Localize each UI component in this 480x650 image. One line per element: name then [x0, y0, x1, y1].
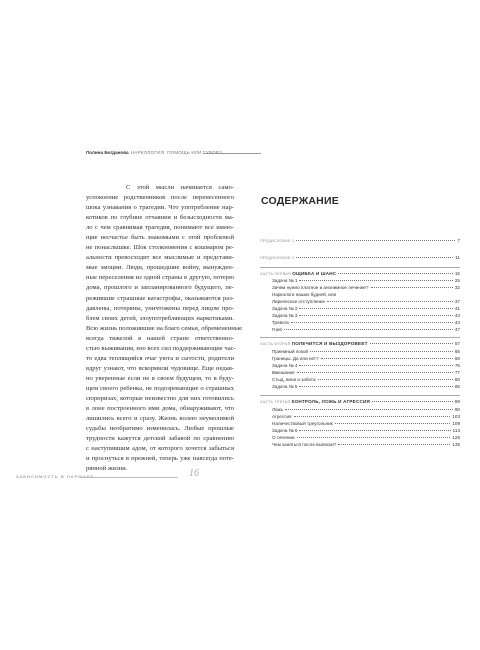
text-line: и проснуться в прежней, теперь уже навсегда поте- — [86, 455, 234, 463]
toc-entry-page: 109 — [452, 421, 460, 426]
toc-leader — [297, 372, 453, 373]
toc-entry-label: Задача № 3 — [272, 313, 298, 318]
toc-entry[interactable] — [260, 428, 460, 435]
text-line: рянной жизни. — [86, 465, 128, 473]
text-line: С этой мысли начинается само- — [126, 184, 234, 191]
toc-entry[interactable] — [260, 356, 460, 363]
toc-part-heading[interactable] — [260, 271, 460, 278]
toc-entry-label: Зачем нужно платное и анонимное лечение? — [272, 285, 369, 290]
toc-separator — [260, 337, 460, 338]
toc-leader — [291, 322, 453, 323]
text-line: лишились всего и сразу. Жизнь волею неумолимой — [86, 415, 234, 423]
toc-entry[interactable] — [260, 320, 460, 327]
toc-leader — [299, 430, 450, 431]
toc-entry[interactable] — [260, 238, 460, 245]
text-line: с наступившим адом, от которого хочется забыться — [86, 445, 234, 453]
toc-entry-page: 25 — [454, 278, 460, 283]
toc-entry-label: О лечении — [272, 435, 295, 440]
toc-part-heading[interactable] — [260, 341, 460, 348]
toc-entry-label: Наличествовый треугольник — [272, 421, 333, 426]
text-line: не понаслышке. Шок столкновения с кошмаром ре- — [86, 244, 234, 252]
body-text — [86, 183, 243, 474]
toc-entry-label: Границы. Да или нет? — [272, 356, 319, 361]
text-line: ло с чем сравнимая трагедия, понимают все имею- — [86, 224, 234, 232]
text-line: щем своего ребенка, не подозревающие о страшных — [86, 384, 234, 392]
toc-leader — [327, 301, 453, 302]
toc-leader — [294, 416, 451, 417]
toc-entry-page: 15 — [454, 271, 460, 276]
text-line: мые эмоции. Люди, прошедшие войну, вынужден- — [86, 264, 234, 272]
toc-leader — [335, 423, 451, 424]
toc-entry-page: 65 — [454, 349, 460, 354]
toc-entry-page: 66 — [454, 356, 460, 361]
toc-entry[interactable] — [260, 306, 460, 313]
text-line: сюрпризах, которые неизвестно для них готовились — [86, 394, 234, 402]
toc-leader — [299, 365, 452, 366]
toc-entry[interactable] — [260, 292, 460, 299]
text-line: успокоение родственников после перенесенного — [86, 194, 234, 202]
toc-entry[interactable] — [260, 421, 460, 428]
toc-entry-page: 44 — [454, 320, 460, 325]
toc-entry-page: 47 — [454, 327, 460, 332]
toc-separator — [260, 267, 460, 268]
toc-entry[interactable] — [260, 278, 460, 285]
text-line: стью выживания, изо всех сил поддерживающие час- — [86, 344, 236, 352]
toc-entry[interactable] — [260, 327, 460, 334]
toc-entry-label: Задача № 1 — [272, 278, 298, 283]
text-line: но уверенные если не в своем будущем, то в буду- — [86, 374, 234, 382]
text-line: Всю жизнь положившие на благо семьи, обремененные — [86, 324, 243, 332]
toc-entry-label: Задача № 5 — [272, 384, 298, 389]
toc-entry-label: Гнев — [272, 327, 282, 332]
toc-entry-label: Приемный покой — [272, 349, 309, 354]
toc-leader — [338, 444, 450, 445]
toc-entry-page: 57 — [454, 341, 460, 346]
toc-entry-label: Задача № 6 — [272, 428, 298, 433]
text-line: шока узнавания о трагедии. Что употребление нар- — [86, 204, 234, 212]
footer-title: ЗАВИСИМОСТЬ В ПАРМАНЕ — [16, 474, 95, 479]
toc-entry[interactable] — [260, 377, 460, 384]
text-line: судьбы необратимо изменилась. Любые прошлые — [86, 425, 234, 433]
toc-separator — [260, 395, 460, 396]
text-line: то едва теплящийся очаг уюта и сытости, родители — [86, 354, 234, 362]
toc-entry-page: 7 — [457, 238, 460, 243]
toc-leader — [299, 308, 452, 309]
toc-entry[interactable] — [260, 435, 460, 442]
toc-entry[interactable] — [260, 363, 460, 370]
toc-entry-label: Наркологи наших будней, или — [272, 292, 337, 297]
toc-entry-label: Вмешание — [272, 370, 295, 375]
text-line: давлены, потеряны, уничтожены перед лицом про- — [86, 304, 234, 312]
toc-entry[interactable] — [260, 407, 460, 414]
toc-entry-label: Лирическое отступление — [272, 299, 326, 304]
toc-leader — [299, 315, 452, 316]
toc-part-title: ОЩИБКА И ШАНС — [292, 271, 337, 276]
toc-entry-page: 103 — [452, 414, 460, 419]
toc-entry[interactable] — [260, 255, 460, 262]
toc-leader — [318, 379, 453, 380]
toc-part-title: КОНТРОЛЬ, ЛОЖЬ И АГРЕССИЯ — [291, 399, 370, 404]
toc-entry-page: 37 — [454, 299, 460, 304]
right-page — [240, 0, 480, 650]
toc-leader — [296, 257, 453, 258]
running-head — [86, 150, 236, 155]
toc-leader — [296, 240, 455, 241]
running-head-title: НАРКОЛОГИЯ: ПОМОЩЬ ИЛИ ГУБОВ? — [130, 150, 222, 155]
toc-entry-label: Ложь — [272, 407, 283, 412]
toc-entry-label: Агрессия — [272, 414, 292, 419]
toc-leader — [338, 273, 453, 274]
toc-entry-page: 85 — [454, 384, 460, 389]
text-line: блем своих детей, злоупотребляющих наркотиками. — [86, 314, 234, 322]
toc-entry-page: 135 — [452, 442, 460, 447]
toc-entry-page: 77 — [454, 370, 460, 375]
text-line: дома, прошлого и запланированного будущего, пе- — [86, 284, 234, 292]
footer-rule — [80, 477, 178, 478]
toc-heading: СОДЕРЖАНИЕ — [261, 195, 339, 207]
text-line: вдруг узнают, что вскормили чудовище. Еще недав- — [86, 364, 234, 372]
text-line: альности превосходит все мыслимые и представи- — [86, 254, 234, 262]
toc-part-title: ПОЛЕЧИТСЯ И ВЫЗДОРОВЕЕТ — [291, 341, 368, 346]
text-line: трудности кажутся детской забавой по сравнению — [86, 435, 234, 443]
toc-part-prefix: ЧАСТЬ ВТОРАЯ — [260, 342, 291, 346]
toc-entry-page: 41 — [454, 306, 460, 311]
text-line: ные переселения из одной страны в другую, потерю — [86, 274, 234, 282]
toc-part-prefix: ЧАСТЬ ТРЕТЬЯ — [260, 400, 291, 404]
toc-part-prefix: ЧАСТЬ ПЕРВАЯ — [260, 272, 291, 276]
toc-entry-label: Чем заняться после выписки? — [272, 442, 337, 447]
toc-entry[interactable] — [260, 313, 460, 320]
toc-entry-label: Задача № 2 — [272, 306, 298, 311]
toc-leader — [371, 287, 453, 288]
text-line: режившие страшные катастрофы, оказываются раз- — [86, 294, 234, 302]
toc-entry-label: Стыд, вина и забота — [272, 377, 316, 382]
toc-entry-page: 113 — [452, 428, 460, 433]
toc-entry[interactable] — [260, 414, 460, 421]
toc-leader — [285, 409, 453, 410]
toc-entry[interactable] — [260, 285, 460, 292]
toc-leader — [370, 343, 453, 344]
toc-entry[interactable] — [260, 299, 460, 306]
toc-leader — [310, 351, 453, 352]
toc-entry-page: 90 — [454, 407, 460, 412]
toc-entry[interactable] — [260, 442, 460, 449]
toc-entry[interactable] — [260, 384, 460, 391]
text-line: в лоне построенного ими дома, обнаруживают, что — [86, 405, 234, 413]
toc-part-heading[interactable] — [260, 399, 460, 406]
toc-entry-page: 89 — [454, 399, 460, 404]
toc-leader — [299, 386, 452, 387]
text-line: всегда тяжелой в нашей стране ответственно- — [86, 334, 234, 342]
toc-entry[interactable] — [260, 370, 460, 377]
page-number: 16 — [189, 468, 199, 479]
toc-entry-page: 32 — [454, 285, 460, 290]
running-head-author: Полина Богданова — [86, 150, 129, 155]
toc-leader — [297, 437, 451, 438]
toc-leader — [321, 358, 453, 359]
toc-entry-page: 125 — [452, 435, 460, 440]
toc-entry-page: 11 — [455, 255, 460, 260]
toc-entry-label: ПРЕДИСЛОВИЕ 2 — [260, 256, 295, 260]
toc-entry[interactable] — [260, 349, 460, 356]
toc-entry-label: Тревога — [272, 320, 289, 325]
toc-leader — [299, 280, 452, 281]
toc-entry-label: ПРЕДИСЛОВИЕ 1 — [260, 239, 295, 243]
toc-entry-page: 80 — [454, 377, 460, 382]
toc-leader — [372, 401, 453, 402]
toc-entry-page: 43 — [454, 313, 460, 318]
text-line: щие несчастье быть знакомыми с этой проблемой — [86, 234, 234, 242]
toc-entry-page: 75 — [454, 363, 460, 368]
toc-entry-label: Задача № 4 — [272, 363, 298, 368]
toc-leader — [284, 329, 453, 330]
text-line: котиков по глубине отчаяния и безысходности ма- — [86, 214, 234, 222]
